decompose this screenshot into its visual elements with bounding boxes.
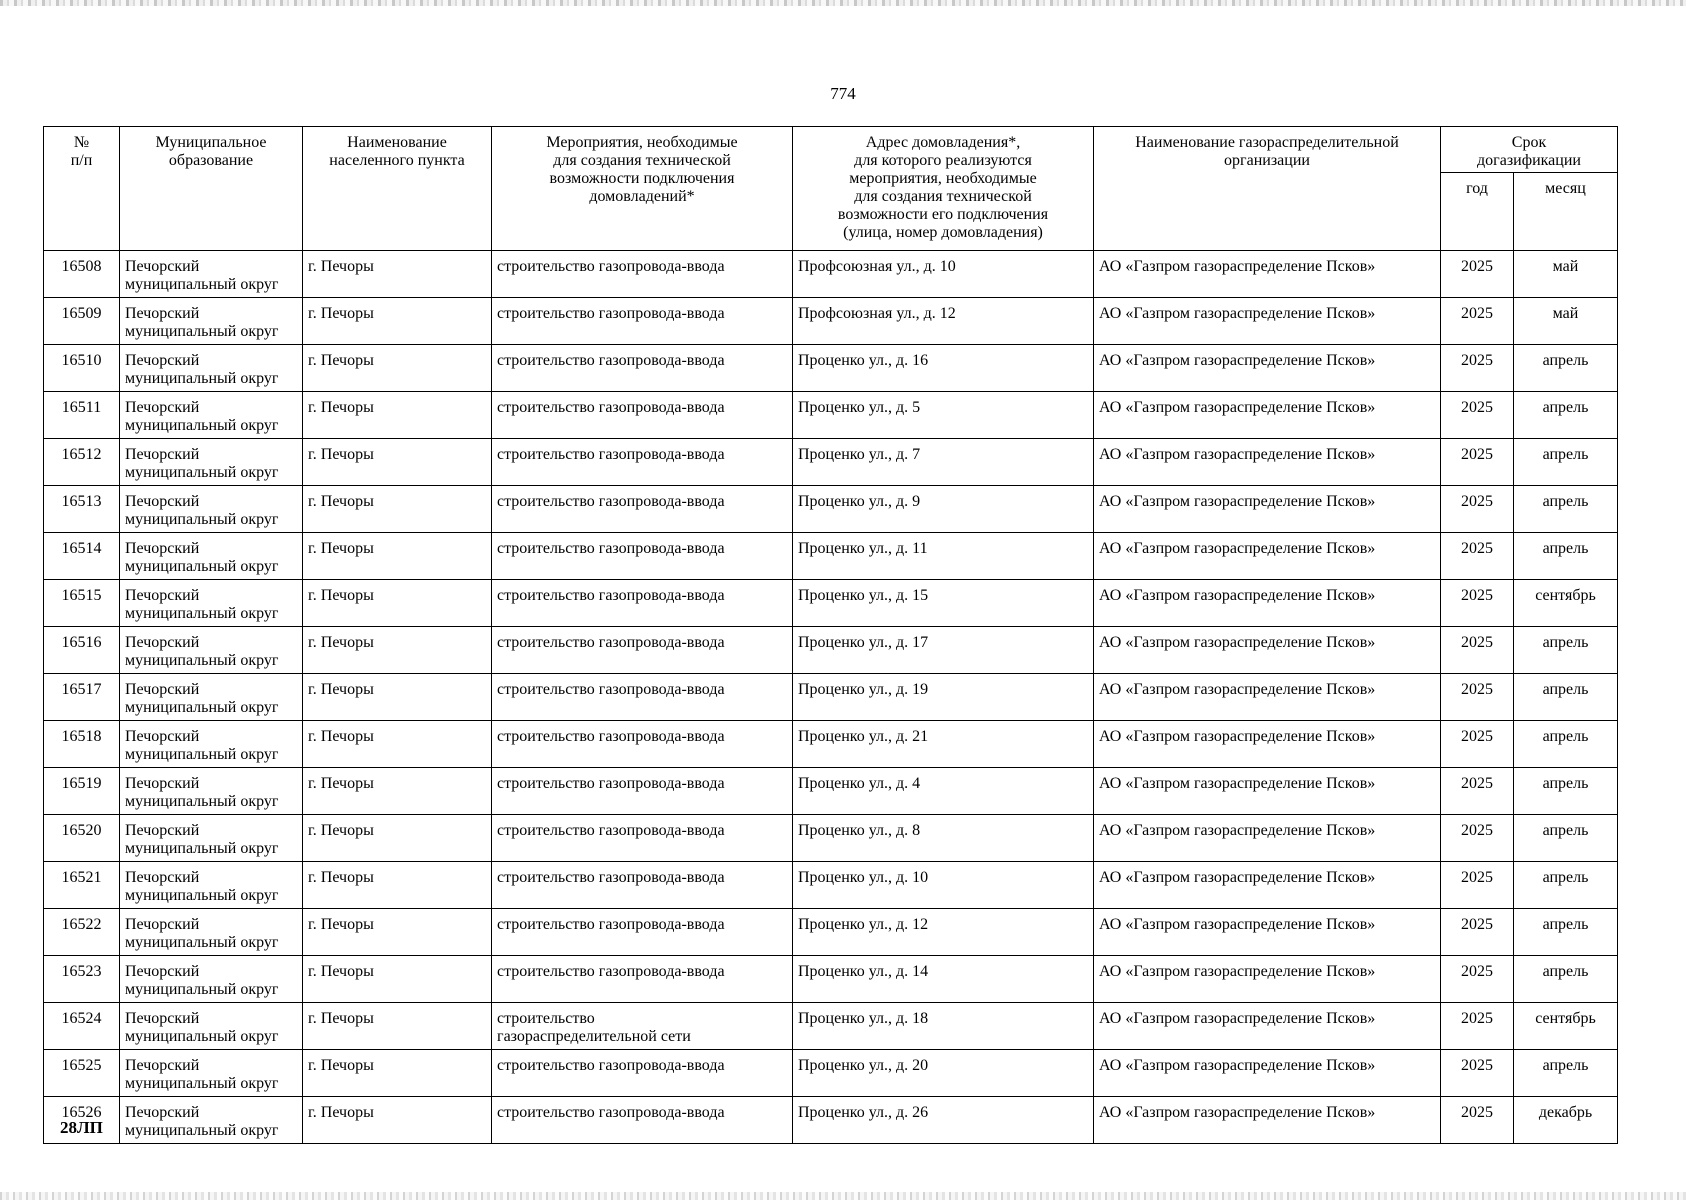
cell-year: 2025 [1441,674,1514,721]
cell-month: апрель [1514,956,1618,1003]
cell-year: 2025 [1441,627,1514,674]
cell-organization: АО «Газпром газораспределение Псков» [1094,533,1441,580]
cell-municipality: Печорский муниципальный округ [120,815,303,862]
cell-month: апрель [1514,721,1618,768]
cell-num: 16526 [44,1097,120,1144]
gasification-table [43,126,1618,1144]
cell-month: сентябрь [1514,1003,1618,1050]
cell-month: апрель [1514,815,1618,862]
cell-address: Проценко ул., д. 16 [793,345,1094,392]
table-row [44,862,1618,909]
table-row [44,392,1618,439]
cell-measure: строительство газопровода-ввода [492,439,793,486]
table-row [44,815,1618,862]
cell-municipality: Печорский муниципальный округ [120,251,303,298]
cell-organization: АО «Газпром газораспределение Псков» [1094,1097,1441,1144]
cell-num: 16524 [44,1003,120,1050]
cell-year: 2025 [1441,298,1514,345]
cell-municipality: Печорский муниципальный округ [120,627,303,674]
cell-num: 16511 [44,392,120,439]
cell-address: Проценко ул., д. 10 [793,862,1094,909]
cell-month: апрель [1514,439,1618,486]
cell-measure: строительство газопровода-ввода [492,251,793,298]
cell-organization: АО «Газпром газораспределение Псков» [1094,1003,1441,1050]
table-row [44,768,1618,815]
cell-year: 2025 [1441,439,1514,486]
cell-address: Проценко ул., д. 11 [793,533,1094,580]
cell-month: апрель [1514,909,1618,956]
cell-municipality: Печорский муниципальный округ [120,439,303,486]
table-body [44,251,1618,1144]
cell-organization: АО «Газпром газораспределение Псков» [1094,627,1441,674]
footer-code: 28ЛП [60,1118,103,1137]
cell-num: 16513 [44,486,120,533]
cell-settlement: г. Печоры [303,1003,492,1050]
cell-num: 16518 [44,721,120,768]
cell-settlement: г. Печоры [303,815,492,862]
header-term: Срок догазификации [1441,127,1618,173]
cell-year: 2025 [1441,909,1514,956]
cell-settlement: г. Печоры [303,298,492,345]
cell-settlement: г. Печоры [303,768,492,815]
cell-address: Проценко ул., д. 12 [793,909,1094,956]
cell-settlement: г. Печоры [303,439,492,486]
table-row [44,580,1618,627]
cell-settlement: г. Печоры [303,956,492,1003]
cell-measure: строительство газопровода-ввода [492,486,793,533]
cell-organization: АО «Газпром газораспределение Псков» [1094,345,1441,392]
cell-month: сентябрь [1514,580,1618,627]
table-row [44,721,1618,768]
cell-measure: строительство газопровода-ввода [492,768,793,815]
cell-organization: АО «Газпром газораспределение Псков» [1094,580,1441,627]
cell-measure: строительство газопровода-ввода [492,956,793,1003]
cell-settlement: г. Печоры [303,862,492,909]
cell-year: 2025 [1441,580,1514,627]
cell-address: Проценко ул., д. 7 [793,439,1094,486]
cell-year: 2025 [1441,392,1514,439]
cell-address: Проценко ул., д. 9 [793,486,1094,533]
cell-address: Проценко ул., д. 14 [793,956,1094,1003]
cell-measure: строительство газопровода-ввода [492,298,793,345]
cell-num: 16517 [44,674,120,721]
cell-measure: строительство газопровода-ввода [492,674,793,721]
cell-settlement: г. Печоры [303,627,492,674]
cell-measure: строительство газопровода-ввода [492,815,793,862]
cell-organization: АО «Газпром газораспределение Псков» [1094,486,1441,533]
scan-edge-bottom [0,1192,1686,1200]
cell-measure: строительство газопровода-ввода [492,392,793,439]
cell-num: 16523 [44,956,120,1003]
table-row [44,1050,1618,1097]
cell-settlement: г. Печоры [303,392,492,439]
cell-settlement: г. Печоры [303,721,492,768]
cell-month: апрель [1514,674,1618,721]
cell-address: Проценко ул., д. 19 [793,674,1094,721]
cell-month: апрель [1514,486,1618,533]
header-measures: Мероприятия, необходимые для создания технической возможности подключения домовладений* [492,127,793,251]
cell-num: 16516 [44,627,120,674]
cell-measure: строительство газопровода-ввода [492,1050,793,1097]
cell-year: 2025 [1441,956,1514,1003]
cell-municipality: Печорский муниципальный округ [120,909,303,956]
cell-year: 2025 [1441,815,1514,862]
cell-municipality: Печорский муниципальный округ [120,956,303,1003]
header-municipality: Муниципальное образование [120,127,303,251]
cell-organization: АО «Газпром газораспределение Псков» [1094,909,1441,956]
table-row [44,909,1618,956]
cell-settlement: г. Печоры [303,1050,492,1097]
header-organization: Наименование газораспределительной организации [1094,127,1441,251]
cell-municipality: Печорский муниципальный округ [120,768,303,815]
cell-year: 2025 [1441,486,1514,533]
cell-address: Проценко ул., д. 17 [793,627,1094,674]
cell-month: апрель [1514,862,1618,909]
table-row [44,533,1618,580]
table-row [44,1003,1618,1050]
header-address: Адрес домовладения*, для которого реализуются мероприятия, необходимые для создания технической возможности его подключения (улица, номер домовладения) [793,127,1094,251]
cell-measure: строительство газопровода-ввода [492,627,793,674]
cell-settlement: г. Печоры [303,486,492,533]
cell-address: Проценко ул., д. 26 [793,1097,1094,1144]
cell-measure: строительство газопровода-ввода [492,909,793,956]
cell-month: апрель [1514,392,1618,439]
cell-municipality: Печорский муниципальный округ [120,486,303,533]
cell-organization: АО «Газпром газораспределение Псков» [1094,1050,1441,1097]
cell-num: 16520 [44,815,120,862]
cell-address: Проценко ул., д. 8 [793,815,1094,862]
cell-municipality: Печорский муниципальный округ [120,1003,303,1050]
cell-year: 2025 [1441,768,1514,815]
cell-address: Профсоюзная ул., д. 12 [793,298,1094,345]
cell-year: 2025 [1441,1097,1514,1144]
cell-settlement: г. Печоры [303,909,492,956]
cell-measure: строительство газопровода-ввода [492,580,793,627]
cell-organization: АО «Газпром газораспределение Псков» [1094,298,1441,345]
cell-measure: строительство газопровода-ввода [492,721,793,768]
cell-organization: АО «Газпром газораспределение Псков» [1094,392,1441,439]
table-row [44,345,1618,392]
header-settlement: Наименование населенного пункта [303,127,492,251]
table-row [44,627,1618,674]
cell-year: 2025 [1441,1050,1514,1097]
cell-month: апрель [1514,345,1618,392]
cell-month: апрель [1514,533,1618,580]
cell-municipality: Печорский муниципальный округ [120,533,303,580]
cell-organization: АО «Газпром газораспределение Псков» [1094,721,1441,768]
cell-num: 16521 [44,862,120,909]
header-num: № п/п [44,127,120,251]
cell-organization: АО «Газпром газораспределение Псков» [1094,768,1441,815]
cell-month: апрель [1514,768,1618,815]
cell-settlement: г. Печоры [303,580,492,627]
cell-settlement: г. Печоры [303,674,492,721]
cell-municipality: Печорский муниципальный округ [120,1050,303,1097]
cell-year: 2025 [1441,862,1514,909]
cell-num: 16514 [44,533,120,580]
cell-measure: строительство газопровода-ввода [492,862,793,909]
cell-municipality: Печорский муниципальный округ [120,674,303,721]
cell-organization: АО «Газпром газораспределение Псков» [1094,251,1441,298]
cell-address: Проценко ул., д. 20 [793,1050,1094,1097]
cell-address: Проценко ул., д. 5 [793,392,1094,439]
cell-organization: АО «Газпром газораспределение Псков» [1094,956,1441,1003]
table-row [44,486,1618,533]
cell-num: 16525 [44,1050,120,1097]
cell-num: 16510 [44,345,120,392]
cell-year: 2025 [1441,251,1514,298]
cell-address: Проценко ул., д. 21 [793,721,1094,768]
cell-municipality: Печорский муниципальный округ [120,298,303,345]
cell-settlement: г. Печоры [303,1097,492,1144]
table-row [44,298,1618,345]
cell-municipality: Печорский муниципальный округ [120,862,303,909]
header-month: месяц [1514,173,1618,251]
cell-year: 2025 [1441,721,1514,768]
cell-num: 16512 [44,439,120,486]
cell-month: апрель [1514,627,1618,674]
cell-num: 16522 [44,909,120,956]
cell-municipality: Печорский муниципальный округ [120,1097,303,1144]
cell-municipality: Печорский муниципальный округ [120,721,303,768]
cell-measure: строительство газопровода-ввода [492,345,793,392]
header-row-top [44,127,1618,173]
cell-measure: строительство газопровода-ввода [492,533,793,580]
cell-num: 16519 [44,768,120,815]
cell-num: 16509 [44,298,120,345]
cell-settlement: г. Печоры [303,251,492,298]
cell-num: 16515 [44,580,120,627]
page-number: 774 [830,84,856,103]
table-row [44,1097,1618,1144]
header-year: год [1441,173,1514,251]
table-row [44,956,1618,1003]
cell-year: 2025 [1441,1003,1514,1050]
cell-year: 2025 [1441,345,1514,392]
cell-municipality: Печорский муниципальный округ [120,392,303,439]
cell-organization: АО «Газпром газораспределение Псков» [1094,439,1441,486]
table-row [44,674,1618,721]
cell-year: 2025 [1441,533,1514,580]
cell-organization: АО «Газпром газораспределение Псков» [1094,815,1441,862]
cell-municipality: Печорский муниципальный округ [120,345,303,392]
cell-address: Проценко ул., д. 18 [793,1003,1094,1050]
cell-month: апрель [1514,1050,1618,1097]
cell-month: декабрь [1514,1097,1618,1144]
cell-settlement: г. Печоры [303,345,492,392]
cell-settlement: г. Печоры [303,533,492,580]
table-row [44,439,1618,486]
cell-measure: строительство газопровода-ввода [492,1097,793,1144]
cell-organization: АО «Газпром газораспределение Псков» [1094,674,1441,721]
cell-address: Проценко ул., д. 15 [793,580,1094,627]
cell-address: Профсоюзная ул., д. 10 [793,251,1094,298]
cell-month: май [1514,298,1618,345]
cell-num: 16508 [44,251,120,298]
table-row [44,251,1618,298]
cell-address: Проценко ул., д. 4 [793,768,1094,815]
cell-month: май [1514,251,1618,298]
cell-municipality: Печорский муниципальный округ [120,580,303,627]
cell-organization: АО «Газпром газораспределение Псков» [1094,862,1441,909]
cell-measure: строительство газораспределительной сети [492,1003,793,1050]
scan-edge-top [0,0,1686,6]
